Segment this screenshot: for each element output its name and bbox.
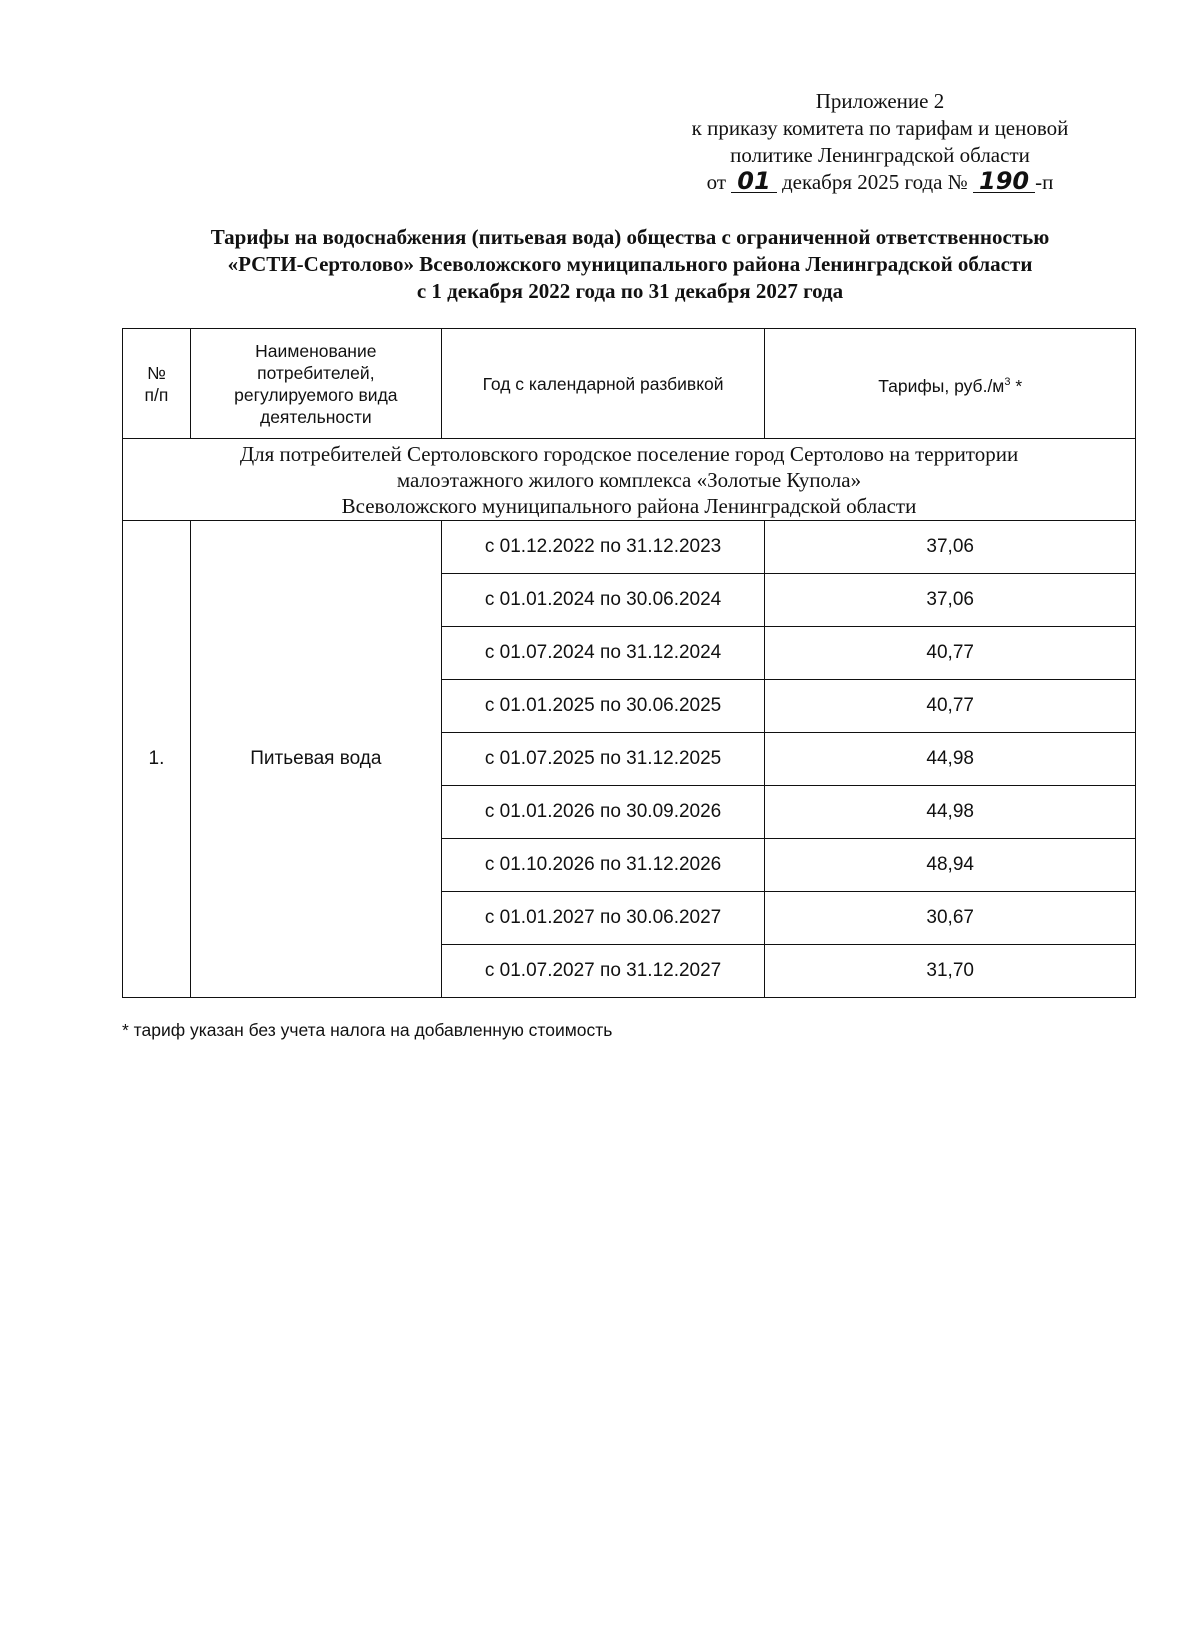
- tariff-cell: 37,06: [765, 521, 1136, 574]
- date-prefix: от: [706, 170, 727, 194]
- title-line-1: Тарифы на водоснабжения (питьевая вода) общества с ограниченной ответственностью: [210, 225, 1050, 249]
- header-num: № п/п: [123, 329, 191, 439]
- period-cell: с 01.12.2022 по 31.12.2023: [441, 521, 765, 574]
- appendix-header: [640, 88, 1120, 196]
- period-cell: с 01.01.2025 по 30.06.2025: [441, 680, 765, 733]
- tariff-cell: 48,94: [765, 839, 1136, 892]
- tariff-table: [122, 328, 1136, 998]
- handwritten-day: 01: [731, 170, 776, 193]
- period-cell: с 01.01.2026 по 30.09.2026: [441, 786, 765, 839]
- document-title: [110, 224, 1150, 305]
- period-cell: с 01.10.2026 по 31.12.2026: [441, 839, 765, 892]
- title-line-2: «РСТИ-Сертолово» Всеволожского муниципального района Ленинградской области: [227, 252, 1033, 276]
- period-cell: с 01.07.2027 по 31.12.2027: [441, 945, 765, 998]
- tariff-cell: 30,67: [765, 892, 1136, 945]
- item-number: 1.: [123, 521, 191, 998]
- tariff-cell: 44,98: [765, 786, 1136, 839]
- tariff-cell: 37,06: [765, 574, 1136, 627]
- date-month-year: декабря 2025 года №: [781, 170, 968, 194]
- tariff-cell: 44,98: [765, 733, 1136, 786]
- period-cell: с 01.07.2025 по 31.12.2025: [441, 733, 765, 786]
- title-line-3: с 1 декабря 2022 года по 31 декабря 2027 года: [416, 279, 844, 303]
- appendix-order-line: к приказу комитета по тарифам и ценовой: [691, 116, 1069, 140]
- tariff-cell: 40,77: [765, 627, 1136, 680]
- order-number-suffix: -п: [1035, 170, 1054, 194]
- header-consumer-name: Наименование потребителей, регулируемого вида деятельности: [190, 329, 441, 439]
- header-tariff: Тарифы, $руб./м^3$ *: [765, 329, 1136, 439]
- table-row: [123, 521, 1136, 574]
- tariff-cell: 40,77: [765, 680, 1136, 733]
- appendix-date-line: [640, 169, 1120, 196]
- header-period: Год с календарной разбивкой: [441, 329, 765, 439]
- appendix-title: Приложение 2: [815, 89, 945, 113]
- service-name: Питьевая вода: [190, 521, 441, 998]
- table-header-row: [123, 329, 1136, 439]
- handwritten-order-number: 190: [973, 170, 1035, 193]
- period-cell: с 01.07.2024 по 31.12.2024: [441, 627, 765, 680]
- consumer-group-description: Для потребителей Сертоловского городское поселение город Сертолово на территории малоэтажного жилого комплекса «Золотые Купола» Всеволожского муниципального района Ленинградской области: [123, 439, 1136, 521]
- tariff-cell: 31,70: [765, 945, 1136, 998]
- consumer-group-row: [123, 439, 1136, 521]
- vat-footnote: * тариф указан без учета налога на добавленную стоимость: [122, 1020, 613, 1040]
- period-cell: с 01.01.2027 по 30.06.2027: [441, 892, 765, 945]
- appendix-authority-line: политике Ленинградской области: [730, 143, 1030, 167]
- period-cell: с 01.01.2024 по 30.06.2024: [441, 574, 765, 627]
